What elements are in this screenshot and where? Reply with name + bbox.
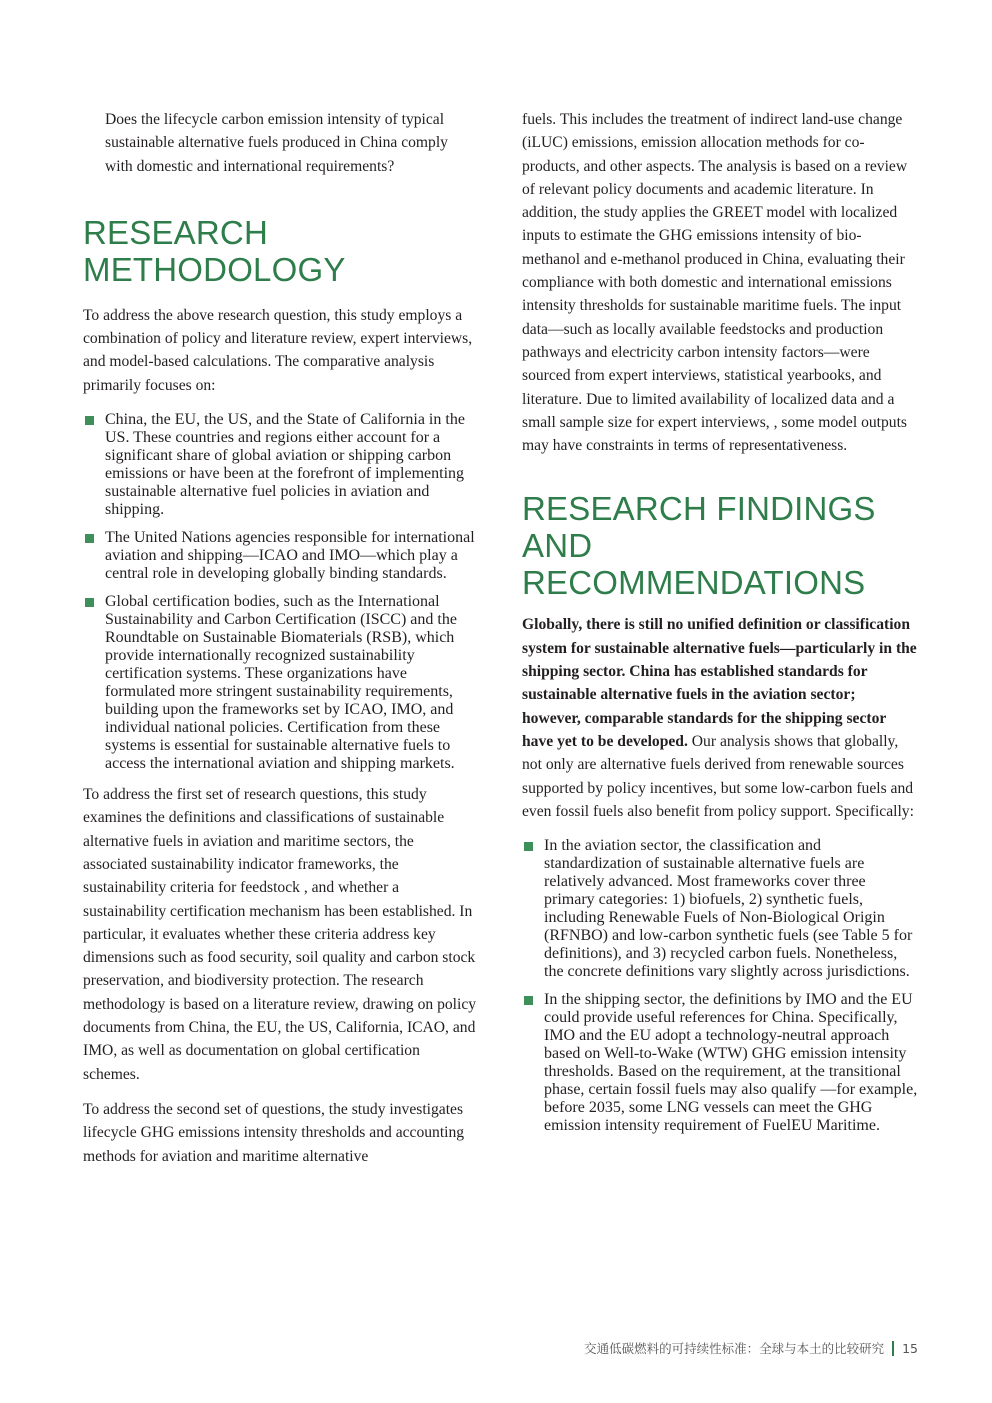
footer-title: 交通低碳燃料的可持续性标准：全球与本土的比较研究	[584, 1341, 885, 1356]
square-bullet-icon	[524, 842, 533, 851]
footer-divider	[892, 1341, 894, 1356]
square-bullet-icon	[85, 416, 94, 425]
list-item	[83, 529, 478, 583]
square-bullet-icon	[85, 598, 94, 607]
list-item-text: In the shipping sector, the definitions by IMO and the EU could provide useful references for China. Specifically, IMO and the EU adopt a technology-neutral approach based on Well-to-Wake (WTW) GHG emission intensity thresholds. Based on the requirement, at the transitional phase, certain fossil fuels may also qualify —for example, before 2035, some LNG vessels can meet the GHG emission intensity requirement of FuelEU Maritime.	[544, 991, 918, 1135]
methodology-heading: RESEARCH METHODOLOGY	[83, 213, 346, 288]
focus-list	[83, 411, 478, 773]
list-item-text: China, the EU, the US, and the State of California in the US. These countries and regions either account for a significant share of global aviation or shipping carbon emissions or have been at the forefront of implementing sustainable alternative fuel policies in aviation and shipping.	[105, 411, 465, 519]
left-column	[83, 108, 478, 1168]
square-bullet-icon	[524, 996, 533, 1005]
page-footer	[584, 1339, 918, 1357]
list-item-text: Global certification bodies, such as the International Sustainability and Carbon Certification (ISCC) and the Roundtable on Sustainable Biomaterials (RSB), which provide internationally recognized sustainability certification systems. These organizations have formulated more stringent sustainability requirements, building upon the frameworks set by ICAO, IMO, and individual national policies. Certification from these systems is essential for sustainable alternative fuels to access the international aviation and shipping markets.	[105, 593, 457, 773]
first-set-paragraph: To address the first set of research questions, this study examines the definitions and classifications of sustainable alternative fuels in aviation and maritime sectors, the associated sustainability indicator frameworks, the sustainability criteria for feedstock , and whether a sustainability certification mechanism has been established. In particular, it evaluates whether these criteria address key dimensions such as food security, soil quality and carbon stock preservation, and biodiversity protection. The research methodology is based on a literature review, drawing on policy documents from China, the EU, the US, California, ICAO, and IMO, as well as documentation on global certification schemes.	[83, 786, 477, 1083]
second-set-paragraph: To address the second set of questions, the study investigates lifecycle GHG emissions intensity thresholds and accounting methods for aviation and maritime alternative	[83, 1100, 465, 1165]
findings-paragraph	[522, 613, 918, 823]
findings-text: Our analysis shows that globally, not only are alternative fuels derived from renewable sources supported by policy incentives, but some low-carbon fuels and even fossil fuels also benefit from policy support. Specifically:	[522, 732, 914, 820]
list-item	[522, 837, 918, 981]
research-question: Does the lifecycle carbon emission intensity of typical sustainable alternative fuels produced in China comply with domestic and international requirements?	[105, 111, 448, 175]
list-item	[83, 411, 478, 519]
findings-heading: RESEARCH FINDINGS AND RECOMMENDATIONS	[522, 490, 876, 602]
right-column	[522, 108, 918, 1145]
methodology-intro: To address the above research question, this study employs a combination of policy and literature review, expert interviews, and model-based calculations. The comparative analysis primarily focuses on:	[83, 306, 473, 394]
findings-list	[522, 837, 918, 1135]
list-item-text: In the aviation sector, the classification and standardization of sustainable alternative fuels are relatively advanced. Most frameworks cover three primary categories: 1) biofuels, 2) synthetic fuels, including Renewable Fuels of Non-Biological Origin (RFNBO) and low-carbon synthetic fuels (see Table 5 for definitions), and 3) recycled carbon fuels. Nonetheless, the concrete definitions vary slightly across jurisdictions.	[544, 837, 913, 981]
page-number: 15	[902, 1340, 918, 1356]
findings-bold-text: Globally, there is still no unified definition or classification system for sustainable alternative fuels—particularly in the shipping sector. China has established standards for sustainable alternative fuels in the aviation sector; however, comparable standards for the shipping sector have yet to be developed.	[522, 616, 917, 750]
continued-paragraph: fuels. This includes the treatment of indirect land-use change (iLUC) emissions, emission allocation methods for co-products, and other aspects. The analysis is based on a review of relevant policy documents and academic literature. In addition, the study applies the GREET model with localized inputs to estimate the GHG emissions intensity of bio-methanol and e-methanol produced in China, evaluating their compliance with both domestic and international emissions intensity thresholds for sustainable maritime fuels. The input data—such as locally available feedstocks and production pathways and electricity carbon intensity factors—were sourced from expert interviews, statistical yearbooks, and literature. Due to limited availability of localized data and a small sample size for expert interviews, , some model outputs may have constraints in terms of representativeness.	[522, 111, 908, 455]
list-item	[522, 991, 918, 1135]
list-item-text: The United Nations agencies responsible for international aviation and shipping—ICAO and IMO—which play a central role in developing globally binding standards.	[105, 529, 475, 583]
list-item	[83, 593, 478, 773]
square-bullet-icon	[85, 534, 94, 543]
